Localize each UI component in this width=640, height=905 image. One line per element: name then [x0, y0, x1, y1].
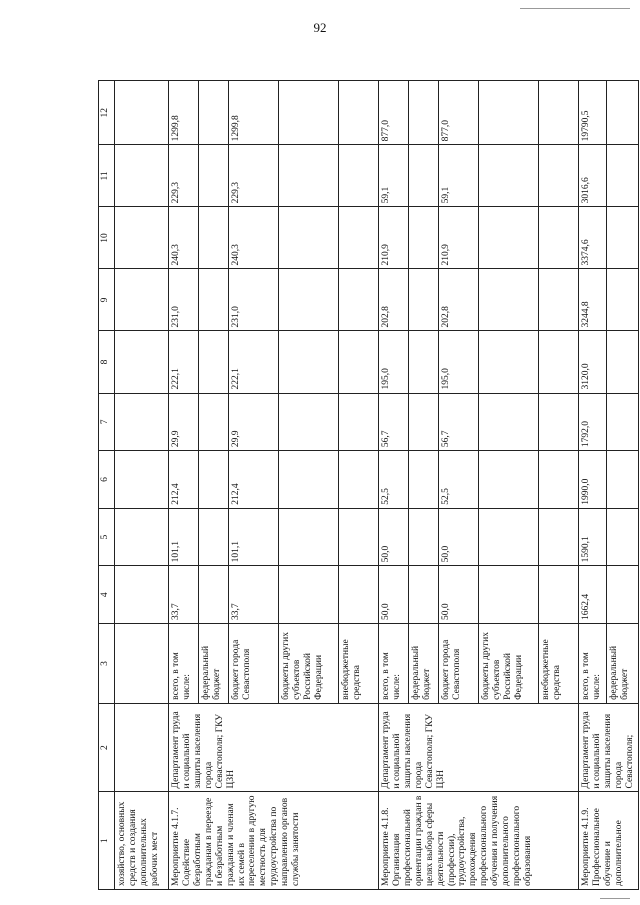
funding-value — [479, 331, 539, 393]
funding-value: 202,8 — [439, 269, 479, 331]
funding-value: 59,1 — [439, 145, 479, 207]
funding-value: 1299,8 — [229, 81, 279, 145]
funding-value — [479, 393, 539, 451]
funding-value — [409, 451, 439, 509]
funding-value: 210,9 — [379, 207, 409, 269]
column-number: 3 — [99, 624, 115, 704]
budget-table-frame — [98, 80, 635, 890]
measure-title: Мероприятие 4.1.7. Содействие безработным гражданам в переезде и безработным гражданам и членам их семей в переселении в другую местность для трудоустройства по направлению органов службы занятости — [169, 792, 379, 890]
measure-title: Мероприятие 4.1.8. Организация профессиональной ориентации граждан в целях выбора сферы деятельности (профессии), трудоустройства, прохождения профессионального обучения и получения дополнительного профессионального образования — [379, 792, 579, 890]
funding-value — [539, 566, 579, 624]
funding-value — [607, 508, 639, 566]
funding-source: бюджет города Севастополя — [439, 624, 479, 704]
funding-value — [339, 81, 379, 145]
funding-value — [339, 331, 379, 393]
funding-value — [607, 207, 639, 269]
scan-mark-bottom — [600, 898, 630, 899]
funding-value: 52,5 — [439, 451, 479, 509]
scan-mark-top — [520, 8, 630, 9]
funding-value — [409, 207, 439, 269]
column-number: 12 — [99, 81, 115, 145]
measure-continuation-text: хозяйство, основных средств и создания дополнительных рабочих мест — [115, 792, 169, 890]
funding-value — [279, 508, 339, 566]
funding-value — [539, 81, 579, 145]
funding-value — [279, 145, 339, 207]
funding-source: всего, в том числе: — [379, 624, 409, 704]
funding-value: 210,9 — [439, 207, 479, 269]
funding-source: всего, в том числе: — [579, 624, 607, 704]
funding-value: 231,0 — [229, 269, 279, 331]
funding-value — [339, 508, 379, 566]
funding-value: 52,5 — [379, 451, 409, 509]
funding-value: 1662,4 — [579, 566, 607, 624]
column-number: 9 — [99, 269, 115, 331]
funding-value — [409, 269, 439, 331]
funding-value: 212,4 — [169, 451, 199, 509]
funding-source: внебюджетные средства — [539, 624, 579, 704]
funding-value: 240,3 — [169, 207, 199, 269]
funding-value — [479, 508, 539, 566]
funding-value — [607, 269, 639, 331]
funding-value: 29,9 — [229, 393, 279, 451]
funding-value — [409, 331, 439, 393]
funding-value: 101,1 — [169, 508, 199, 566]
funding-value: 3120,0 — [579, 331, 607, 393]
funding-value — [279, 269, 339, 331]
funding-value: 50,0 — [439, 566, 479, 624]
funding-value — [339, 393, 379, 451]
responsible-executor: Департамент труда и социальной защиты населения города Севастополя; — [579, 703, 639, 792]
funding-value: 877,0 — [439, 81, 479, 145]
table-row — [379, 81, 409, 890]
funding-value — [279, 451, 339, 509]
column-number: 6 — [99, 451, 115, 509]
column-number: 5 — [99, 508, 115, 566]
funding-value: 229,3 — [229, 145, 279, 207]
table-row — [579, 81, 607, 890]
responsible-executor: Департамент труда и социальной защиты населения города Севастополя; ГКУ ЦЗН — [169, 703, 379, 792]
column-number: 7 — [99, 393, 115, 451]
funding-value — [199, 393, 229, 451]
funding-value — [607, 566, 639, 624]
funding-value — [479, 207, 539, 269]
funding-source: бюджеты других субъектов Российской Федерации — [479, 624, 539, 704]
funding-value: 33,7 — [169, 566, 199, 624]
funding-source: внебюджетные средства — [339, 624, 379, 704]
funding-value: 29,9 — [169, 393, 199, 451]
funding-value — [479, 269, 539, 331]
funding-value: 1299,8 — [169, 81, 199, 145]
funding-value: 33,7 — [229, 566, 279, 624]
funding-value — [339, 207, 379, 269]
funding-value: 59,1 — [379, 145, 409, 207]
funding-value: 212,4 — [229, 451, 279, 509]
column-number: 10 — [99, 207, 115, 269]
funding-value: 56,7 — [379, 393, 409, 451]
funding-source: всего, в том числе: — [169, 624, 199, 704]
column-number: 11 — [99, 145, 115, 207]
funding-source: федеральный бюджет — [607, 624, 639, 704]
funding-value — [279, 393, 339, 451]
funding-value — [199, 269, 229, 331]
funding-source: федеральный бюджет — [199, 624, 229, 704]
funding-value — [539, 393, 579, 451]
funding-value — [539, 508, 579, 566]
funding-value — [199, 207, 229, 269]
page-number: 92 — [313, 20, 327, 35]
funding-value — [279, 331, 339, 393]
funding-value — [409, 81, 439, 145]
funding-value: 1792,0 — [579, 393, 607, 451]
funding-value — [409, 145, 439, 207]
funding-value — [279, 81, 339, 145]
funding-value — [339, 566, 379, 624]
responsible-executor: Департамент труда и социальной защиты населения города Севастополя; ГКУ ЦЗН — [379, 703, 579, 792]
funding-value — [539, 145, 579, 207]
funding-value — [199, 145, 229, 207]
funding-value: 1990,0 — [579, 451, 607, 509]
funding-value: 229,3 — [169, 145, 199, 207]
column-number: 8 — [99, 331, 115, 393]
funding-value — [479, 145, 539, 207]
funding-value: 50,0 — [439, 508, 479, 566]
funding-value — [479, 451, 539, 509]
column-number: 1 — [99, 792, 115, 890]
funding-value — [199, 451, 229, 509]
funding-value: 56,7 — [439, 393, 479, 451]
funding-value — [199, 566, 229, 624]
funding-value: 195,0 — [439, 331, 479, 393]
measure-title: Мероприятие 4.1.9. Профессиональное обучение и дополнительное — [579, 792, 639, 890]
column-number: 2 — [99, 703, 115, 792]
funding-source: федеральный бюджет — [409, 624, 439, 704]
funding-value — [199, 81, 229, 145]
budget-table — [98, 80, 639, 890]
funding-value: 3016,6 — [579, 145, 607, 207]
funding-value — [279, 566, 339, 624]
funding-value: 877,0 — [379, 81, 409, 145]
table-body — [115, 81, 639, 890]
funding-value: 1590,1 — [579, 508, 607, 566]
table-row-continuation — [115, 81, 169, 890]
funding-value — [339, 451, 379, 509]
funding-value — [539, 269, 579, 331]
funding-value — [607, 145, 639, 207]
funding-value: 202,8 — [379, 269, 409, 331]
funding-value: 222,1 — [169, 331, 199, 393]
funding-value — [479, 566, 539, 624]
funding-value: 101,1 — [229, 508, 279, 566]
funding-value — [409, 566, 439, 624]
funding-value: 195,0 — [379, 331, 409, 393]
funding-value — [339, 145, 379, 207]
funding-source: бюджет города Севастополя — [229, 624, 279, 704]
funding-value: 240,3 — [229, 207, 279, 269]
funding-value: 3374,6 — [579, 207, 607, 269]
funding-value — [607, 451, 639, 509]
funding-value — [539, 207, 579, 269]
funding-value — [607, 81, 639, 145]
funding-value: 231,0 — [169, 269, 199, 331]
funding-value — [199, 331, 229, 393]
funding-value — [607, 331, 639, 393]
funding-value — [479, 81, 539, 145]
column-number: 4 — [99, 566, 115, 624]
funding-value — [409, 508, 439, 566]
funding-value: 50,0 — [379, 566, 409, 624]
funding-value: 50,0 — [379, 508, 409, 566]
funding-source: бюджеты других субъектов Российской Федерации — [279, 624, 339, 704]
funding-value — [199, 508, 229, 566]
funding-value: 19790,5 — [579, 81, 607, 145]
funding-value: 3244,8 — [579, 269, 607, 331]
funding-value — [409, 393, 439, 451]
funding-value — [539, 331, 579, 393]
table-row — [169, 81, 199, 890]
funding-value — [607, 393, 639, 451]
funding-value — [279, 207, 339, 269]
funding-value: 222,1 — [229, 331, 279, 393]
column-number-row — [99, 81, 115, 890]
funding-value — [539, 451, 579, 509]
funding-value — [339, 269, 379, 331]
